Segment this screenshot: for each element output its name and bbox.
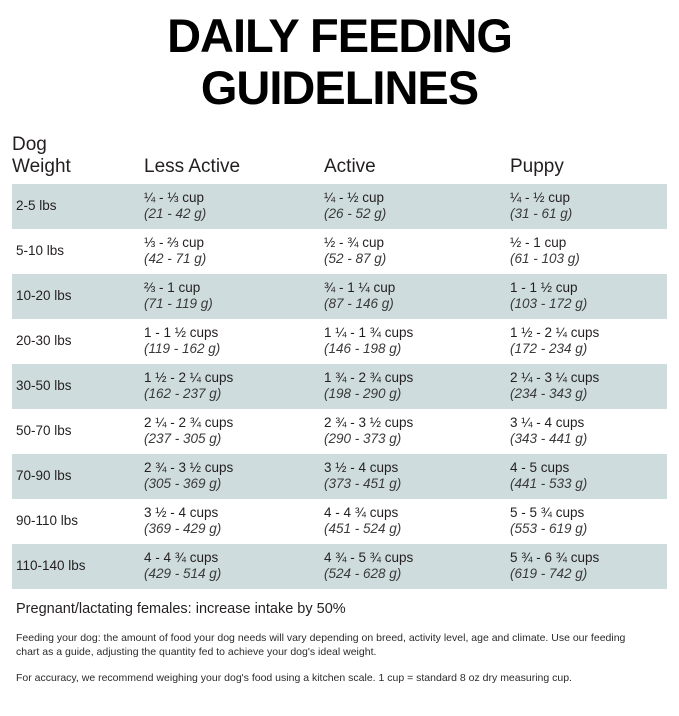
row-weight: 90-110 lbs — [16, 513, 79, 528]
row-weight: 20-30 lbs — [16, 333, 72, 348]
amount-cups: 2 ¾ - 3 ½ cups — [144, 460, 234, 475]
amount-grams: (429 - 514 g) — [144, 566, 222, 581]
amount-grams: (234 - 343 g) — [510, 386, 588, 401]
amount-cups: 4 ¾ - 5 ¾ cups — [324, 550, 414, 565]
row-active — [314, 454, 500, 499]
row-puppy — [500, 184, 667, 229]
amount-grams: (21 - 42 g) — [144, 206, 207, 221]
row-puppy — [500, 319, 667, 364]
amount-grams: (87 - 146 g) — [324, 296, 394, 311]
table-row — [12, 229, 667, 274]
amount-grams: (524 - 628 g) — [324, 566, 402, 581]
amount-grams: (52 - 87 g) — [324, 251, 387, 266]
amount-cups: ¾ - 1 ¼ cup — [324, 280, 396, 295]
row-less-active — [134, 274, 314, 319]
row-active — [314, 544, 500, 589]
amount-cups: ¼ - ⅓ cup — [144, 190, 205, 205]
amount-cups: 3 ¼ - 4 cups — [510, 415, 585, 430]
amount-cups: 2 ¼ - 2 ¾ cups — [144, 415, 234, 430]
amount-cups: 1 ½ - 2 ¼ cups — [144, 370, 234, 385]
table-header-row — [12, 134, 667, 184]
amount-cups: 3 ½ - 4 cups — [324, 460, 399, 475]
amount-grams: (451 - 524 g) — [324, 521, 402, 536]
amount-cups: 5 ¾ - 6 ¾ cups — [510, 550, 600, 565]
amount-grams: (31 - 61 g) — [510, 206, 573, 221]
amount-cups: ½ - 1 cup — [510, 235, 567, 250]
row-weight: 2-5 lbs — [12, 184, 134, 229]
row-active — [314, 319, 500, 364]
amount-grams: (71 - 119 g) — [144, 296, 213, 311]
row-weight: 70-90 lbs — [12, 454, 134, 499]
amount-grams: (162 - 237 g) — [144, 386, 222, 401]
row-less-active — [134, 409, 314, 454]
feeding-guidelines-page — [0, 10, 679, 716]
row-active — [314, 229, 500, 274]
page-title-line-2: GUIDELINES — [200, 61, 479, 114]
amount-grams: (198 - 290 g) — [324, 386, 402, 401]
row-puppy — [500, 499, 667, 544]
page-title-line-1: DAILY FEEDING — [167, 9, 512, 62]
amount-cups: ⅔ - 1 cup — [144, 280, 201, 295]
row-active — [314, 409, 500, 454]
row-active — [314, 274, 500, 319]
row-less-active — [134, 454, 314, 499]
table-row — [12, 544, 667, 589]
amount-grams: (290 - 373 g) — [324, 431, 402, 446]
row-weight: 110-140 lbs — [12, 544, 134, 589]
amount-cups: 4 - 5 cups — [510, 460, 570, 475]
table-row — [12, 499, 667, 544]
row-weight: 30-50 lbs — [12, 364, 134, 409]
amount-grams: (369 - 429 g) — [144, 521, 222, 536]
table-row — [12, 454, 667, 499]
pregnant-lactating-note: Pregnant/lactating females: increase intake by 50% — [16, 601, 346, 617]
amount-grams: (553 - 619 g) — [510, 521, 588, 536]
amount-grams: (26 - 52 g) — [324, 206, 387, 221]
accuracy-disclaimer: For accuracy, we recommend weighing your dog's food using a kitchen scale. 1 cup = standard 8 oz dry measuring cup. — [16, 672, 572, 684]
row-active — [314, 184, 500, 229]
amount-cups: 5 - 5 ¾ cups — [510, 505, 585, 520]
amount-grams: (61 - 103 g) — [510, 251, 580, 266]
row-less-active — [134, 184, 314, 229]
amount-grams: (237 - 305 g) — [144, 431, 222, 446]
page-title — [12, 10, 667, 114]
amount-cups: ½ - ¾ cup — [324, 235, 385, 250]
row-puppy — [500, 274, 667, 319]
table-row — [12, 319, 667, 364]
row-weight: 5-10 lbs — [16, 243, 65, 258]
column-header-dog-weight — [12, 134, 134, 184]
row-active — [314, 499, 500, 544]
row-puppy — [500, 544, 667, 589]
amount-cups: ⅓ - ⅔ cup — [144, 235, 205, 250]
row-less-active — [134, 229, 314, 274]
column-header-less-active: Less Active — [144, 156, 241, 177]
column-header-dog-weight-line-1: Dog — [12, 134, 47, 155]
amount-grams: (146 - 198 g) — [324, 341, 402, 356]
row-puppy — [500, 364, 667, 409]
feeding-disclaimer: Feeding your dog: the amount of food your dog needs will vary depending on breed, activity level, age and climate. Use our feeding chart as a guide, adjusting the quantity fed to achieve your dog's ideal weight. — [16, 632, 626, 658]
column-header-puppy: Puppy — [510, 156, 564, 177]
row-puppy — [500, 454, 667, 499]
table-row — [12, 184, 667, 229]
amount-grams: (619 - 742 g) — [510, 566, 588, 581]
amount-grams: (441 - 533 g) — [510, 476, 588, 491]
row-puppy — [500, 229, 667, 274]
row-less-active — [134, 544, 314, 589]
amount-grams: (172 - 234 g) — [510, 341, 588, 356]
table-row — [12, 274, 667, 319]
row-less-active — [134, 319, 314, 364]
amount-cups: 3 ½ - 4 cups — [144, 505, 219, 520]
amount-grams: (305 - 369 g) — [144, 476, 222, 491]
amount-cups: ¼ - ½ cup — [510, 190, 571, 205]
amount-cups: 1 - 1 ½ cup — [510, 280, 578, 295]
amount-cups: 1 - 1 ½ cups — [144, 325, 219, 340]
amount-cups: 1 ½ - 2 ¼ cups — [510, 325, 600, 340]
column-header-active: Active — [324, 156, 376, 177]
feeding-chart-table — [12, 134, 667, 589]
amount-grams: (343 - 441 g) — [510, 431, 588, 446]
amount-cups: 4 - 4 ¾ cups — [144, 550, 219, 565]
row-weight: 10-20 lbs — [12, 274, 134, 319]
row-less-active — [134, 499, 314, 544]
row-puppy — [500, 409, 667, 454]
amount-cups: 4 - 4 ¾ cups — [324, 505, 399, 520]
amount-cups: ¼ - ½ cup — [324, 190, 385, 205]
table-row — [12, 364, 667, 409]
amount-grams: (103 - 172 g) — [510, 296, 588, 311]
row-weight: 50-70 lbs — [16, 423, 72, 438]
amount-grams: (373 - 451 g) — [324, 476, 402, 491]
amount-cups: 1 ¾ - 2 ¾ cups — [324, 370, 414, 385]
amount-cups: 2 ¼ - 3 ¼ cups — [510, 370, 600, 385]
row-active — [314, 364, 500, 409]
row-less-active — [134, 364, 314, 409]
amount-cups: 1 ¼ - 1 ¾ cups — [324, 325, 414, 340]
table-row — [12, 409, 667, 454]
column-header-dog-weight-line-2: Weight — [12, 156, 71, 177]
amount-cups: 2 ¾ - 3 ½ cups — [324, 415, 414, 430]
amount-grams: (42 - 71 g) — [144, 251, 207, 266]
amount-grams: (119 - 162 g) — [144, 341, 221, 356]
